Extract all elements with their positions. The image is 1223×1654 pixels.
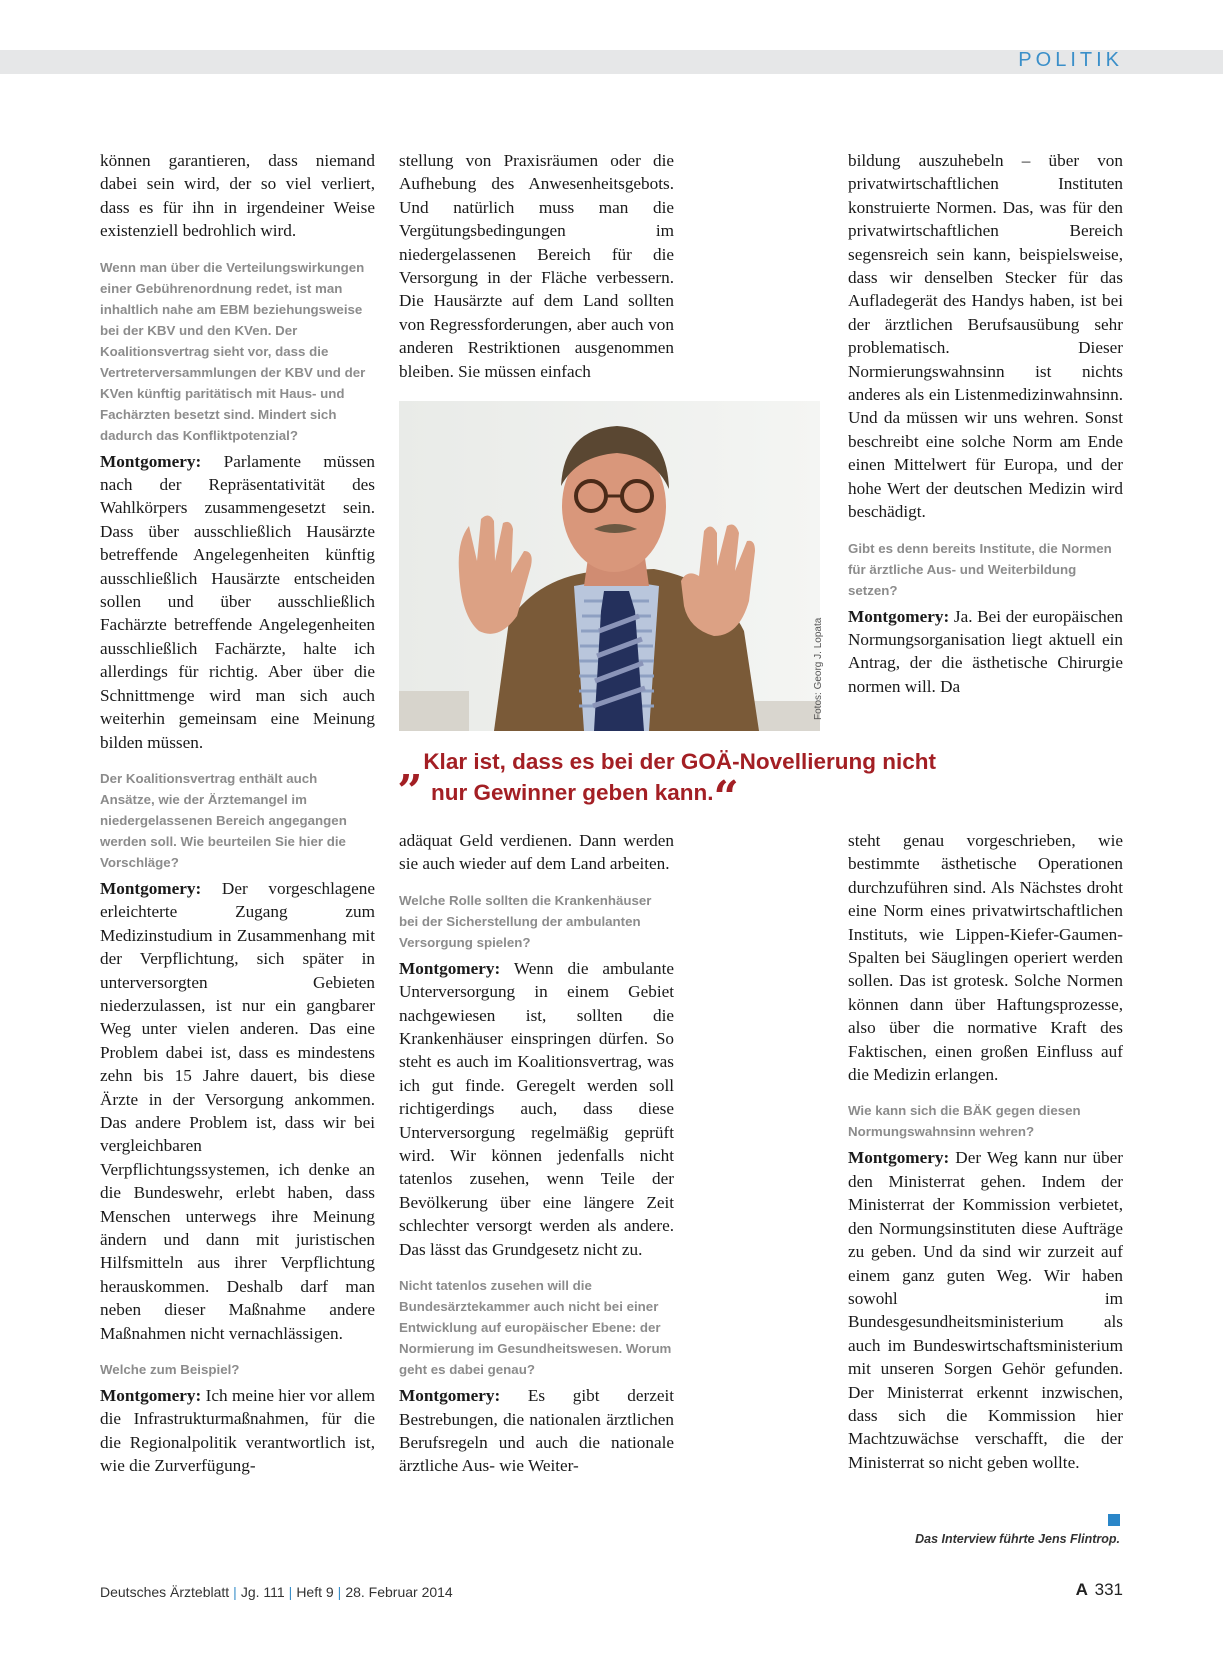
pull-quote-text: nur Gewinner geben kann. bbox=[431, 780, 714, 805]
answer-text: Der vorgeschlagene erleichterte Zugang zum Medizinstudium in Zusammenhang mit der Verpflichtung, sich später in unterversorgten Gebieten niederzulassen, ist nur ein gangbarer Weg unter vielen anderen. Das eine Problem dabei ist, dass es mindestens zehn bis 15 Jahre dauert, bis diese Ärzte in der Versorgung ankommen. Das andere Problem ist, dass wir bei vergleichbaren Verpflichtungssystemen, ich denke an die Bundeswehr, erlebt haben, dass Menschen unterwegs ihre Meinung ändern und dann mit juristischen Hilfsmitteln aus ihrer Verpflichtung herauskommen. Deshalb darf man neben dieser Maßnahme andere Maßnahmen nicht vernachlässigen. bbox=[100, 878, 375, 1343]
footer: Deutsches Ärzteblatt | Jg. 111 | Heft 9 | 28. Februar 2014 bbox=[100, 1584, 453, 1600]
pull-quote-text: Klar ist, dass es bei der GOÄ-Novellierung nicht bbox=[423, 749, 936, 774]
speaker-name: Montgomery: bbox=[848, 606, 950, 626]
paragraph: stellung von Praxisräumen oder die Aufhebung des Anwesenheitsgebots. Und natürlich muss man die Vergütungsbedingungen im niedergelassenen Bereich für die Versorgung in der Fläche verbessern. Die Hausärzte auf dem Land sollten von Regressforderungen, aber auch von anderen Restriktionen ausgenommen bleiben. Sie müssen einfach bbox=[399, 151, 674, 381]
interview-answer bbox=[848, 605, 1123, 699]
column-1 bbox=[100, 149, 375, 1478]
page-prefix: A bbox=[1075, 1580, 1088, 1599]
issue-date: 28. Februar 2014 bbox=[345, 1584, 453, 1600]
volume: Jg. 111 bbox=[240, 1584, 285, 1600]
page-number bbox=[1076, 1580, 1123, 1600]
speaker-name: Montgomery: bbox=[399, 958, 501, 978]
interview-question: Welche zum Beispiel? bbox=[100, 1362, 240, 1378]
paragraph: adäquat Geld verdienen. Dann werden sie auch wieder auf dem Land arbeiten. bbox=[399, 831, 674, 874]
interviewer-credit: Das Interview führte Jens Flintrop. bbox=[915, 1532, 1120, 1546]
end-mark bbox=[1108, 1514, 1120, 1526]
interview-answer bbox=[399, 1384, 674, 1478]
paragraph: können garantieren, dass niemand dabei sein wird, der so viel verliert, dass es für ihn in irgendeiner Weise existenziell bedrohlich wird. bbox=[100, 151, 375, 241]
issue: Heft 9 bbox=[296, 1584, 334, 1600]
journal-name: Deutsches Ärzteblatt bbox=[100, 1584, 230, 1600]
interview-question: Wie kann sich die BÄK gegen diesen Normungswahnsinn wehren? bbox=[848, 1103, 1081, 1140]
pull-quote bbox=[398, 741, 998, 823]
answer-text: Wenn die ambulante Unterversorgung in einem Gebiet nachgewiesen ist, sollten die Krankenhäuser einspringen dürfen. So steht es auch im Koalitionsvertrag, was ich gut finde. Geregelt werden soll richtigerdings auch, dass diese Unterversorgung regelmäßig geprüft wird. Wir können jedenfalls nicht tatenlos zusehen, wenn Teile der Bevölkerung über eine längere Zeit schlechter versorgt werden als andere. Das lässt das Grundgesetz nicht zu. bbox=[399, 958, 674, 1259]
answer-text: Es gibt derzeit Bestrebungen, die nationalen ärztlichen Berufsregeln und auch die nationale ärztliche Aus- wie Weiter- bbox=[399, 1386, 675, 1476]
interview-question: Nicht tatenlos zusehen will die Bundesärztekammer auch nicht bei einer Entwicklung auf europäischer Ebene: der Normierung im Gesundheitswesen. Worum geht es dabei genau? bbox=[399, 1278, 672, 1378]
interview-question: Gibt es denn bereits Institute, die Normen für ärztliche Aus- und Weiterbildung setzen? bbox=[848, 540, 1112, 598]
answer-text: Der Weg kann nur über den Ministerrat gehen. Indem der Ministerrat der Kommission verbietet, den Normungsinstituten diese Aufträge zu geben. Und da sind wir zurzeit auf einem ganz guten Weg. Wir haben sowohl im Bundesgesundheitsministerium als auch im Bundeswirtschaftsministerium mit unseren Sorgen Gehör gefunden. Der Ministerrat erkennt inzwischen, dass sich die Kommission hier Machtzuwächse verschafft, die der Ministerrat so nicht geben wollte. bbox=[848, 1148, 1124, 1472]
interview-answer bbox=[100, 450, 375, 754]
paragraph: bildung auszuhebeln – über von privatwirtschaftlichen Instituten konstruierte Normen. Das, was für den privatwirtschaftlichen Bereich segensreich sein kann, beispielsweise, dass wir denselben Stecker für das Aufladegerät des Handys haben, ist bei der ärztlichen Berufsausübung sehr problematisch. Dieser Normierungswahnsinn ist nichts anderes als ein Listenmedizinwahnsinn. Und da müssen wir uns wehren. Sonst beschreibt eine solche Norm am Ende einen Mittelwert für Europa, und der hohe Wert der deutschen Medizin wird beschädigt. bbox=[848, 151, 1123, 522]
speaker-name: Montgomery: bbox=[100, 1386, 202, 1406]
speaker-name: Montgomery: bbox=[399, 1386, 501, 1406]
column-3-top bbox=[848, 149, 1123, 698]
page-number-value: 331 bbox=[1094, 1580, 1123, 1599]
pull-quote-line bbox=[398, 741, 998, 792]
interview-answer bbox=[399, 957, 674, 1261]
photo-credit: Fotos: Georg J. Lopata bbox=[813, 617, 824, 720]
portrait-photo bbox=[399, 401, 820, 731]
interview-question: Wenn man über die Verteilungswirkungen einer Gebührenordnung redet, ist man inhaltlich nahe am EBM beziehungsweise bei der KBV und den KVen. Der Koalitionsvertrag sieht vor, dass die Vertreterversammlungen der KBV und der KVen künftig paritätisch mit Haus- und Fachärzten besetzt sind. Mindert sich dadurch das Konfliktpotenzial? bbox=[100, 259, 366, 443]
answer-text: Ich meine hier vor allem die Infrastrukturmaßnahmen, für die die Regionalpolitik verantwortlich ist, wie die Zurverfügung- bbox=[100, 1386, 375, 1476]
interview-answer bbox=[100, 1384, 375, 1478]
speaker-name: Montgomery: bbox=[100, 451, 202, 471]
paragraph: steht genau vorgeschrieben, wie bestimmte ästhetische Operationen durchzuführen sind. Als Nächstes droht eine Norm eines privatwirtschaftlichen Instituts, wie Lippen-Kiefer-Gaumen-Spalten bei Säuglingen operiert werden sollen. Das ist grotesk. Solche Normen können dann über Haftungsprozesse, also über die normative Kraft des Faktischen, einen großen Einfluss auf die Medizin erlangen. bbox=[848, 831, 1123, 1085]
speaker-name: Montgomery: bbox=[100, 878, 202, 898]
column-2-top bbox=[399, 149, 674, 383]
pull-quote-line bbox=[398, 772, 998, 823]
speaker-name: Montgomery: bbox=[848, 1148, 950, 1168]
interview-answer bbox=[100, 877, 375, 1345]
interview-answer bbox=[848, 1146, 1123, 1474]
answer-text: Ja. Bei der europäischen Normungsorganisation liegt aktuell ein Antrag, der die ästhetische Chirurgie normen will. Da bbox=[848, 606, 1124, 696]
section-label: POLITIK bbox=[1018, 49, 1123, 71]
answer-text: Parlamente müssen nach der Repräsentativität des Wahlkörpers zusammengesetzt sein. Dass über ausschließlich Hausärzte betreffende Angelegenheiten künftig ausschließlich Hausärzte entscheiden sollen und über ausschließlich Fachärzte betreffende Angelegenheiten ausschließlich Fachärzte, halte ich allerdings für richtig. Aber über die Schnittmenge wird man sich auch weiterhin gemeinsam eine Meinung bilden müssen. bbox=[100, 451, 375, 752]
interview-question: Der Koalitionsvertrag enthält auch Ansätze, wie der Ärztemangel im niedergelassenen Bereich angegangen werden soll. Wie beurteilen Sie hier die Vorschläge? bbox=[100, 770, 347, 870]
open-quote-mark: „ bbox=[398, 741, 424, 792]
interview-question: Welche Rolle sollten die Krankenhäuser bei der Sicherstellung der ambulanten Versorgung spielen? bbox=[399, 892, 652, 950]
column-2-bottom bbox=[399, 829, 674, 1478]
close-quote-mark: “ bbox=[713, 772, 739, 823]
column-3-bottom bbox=[848, 829, 1123, 1474]
